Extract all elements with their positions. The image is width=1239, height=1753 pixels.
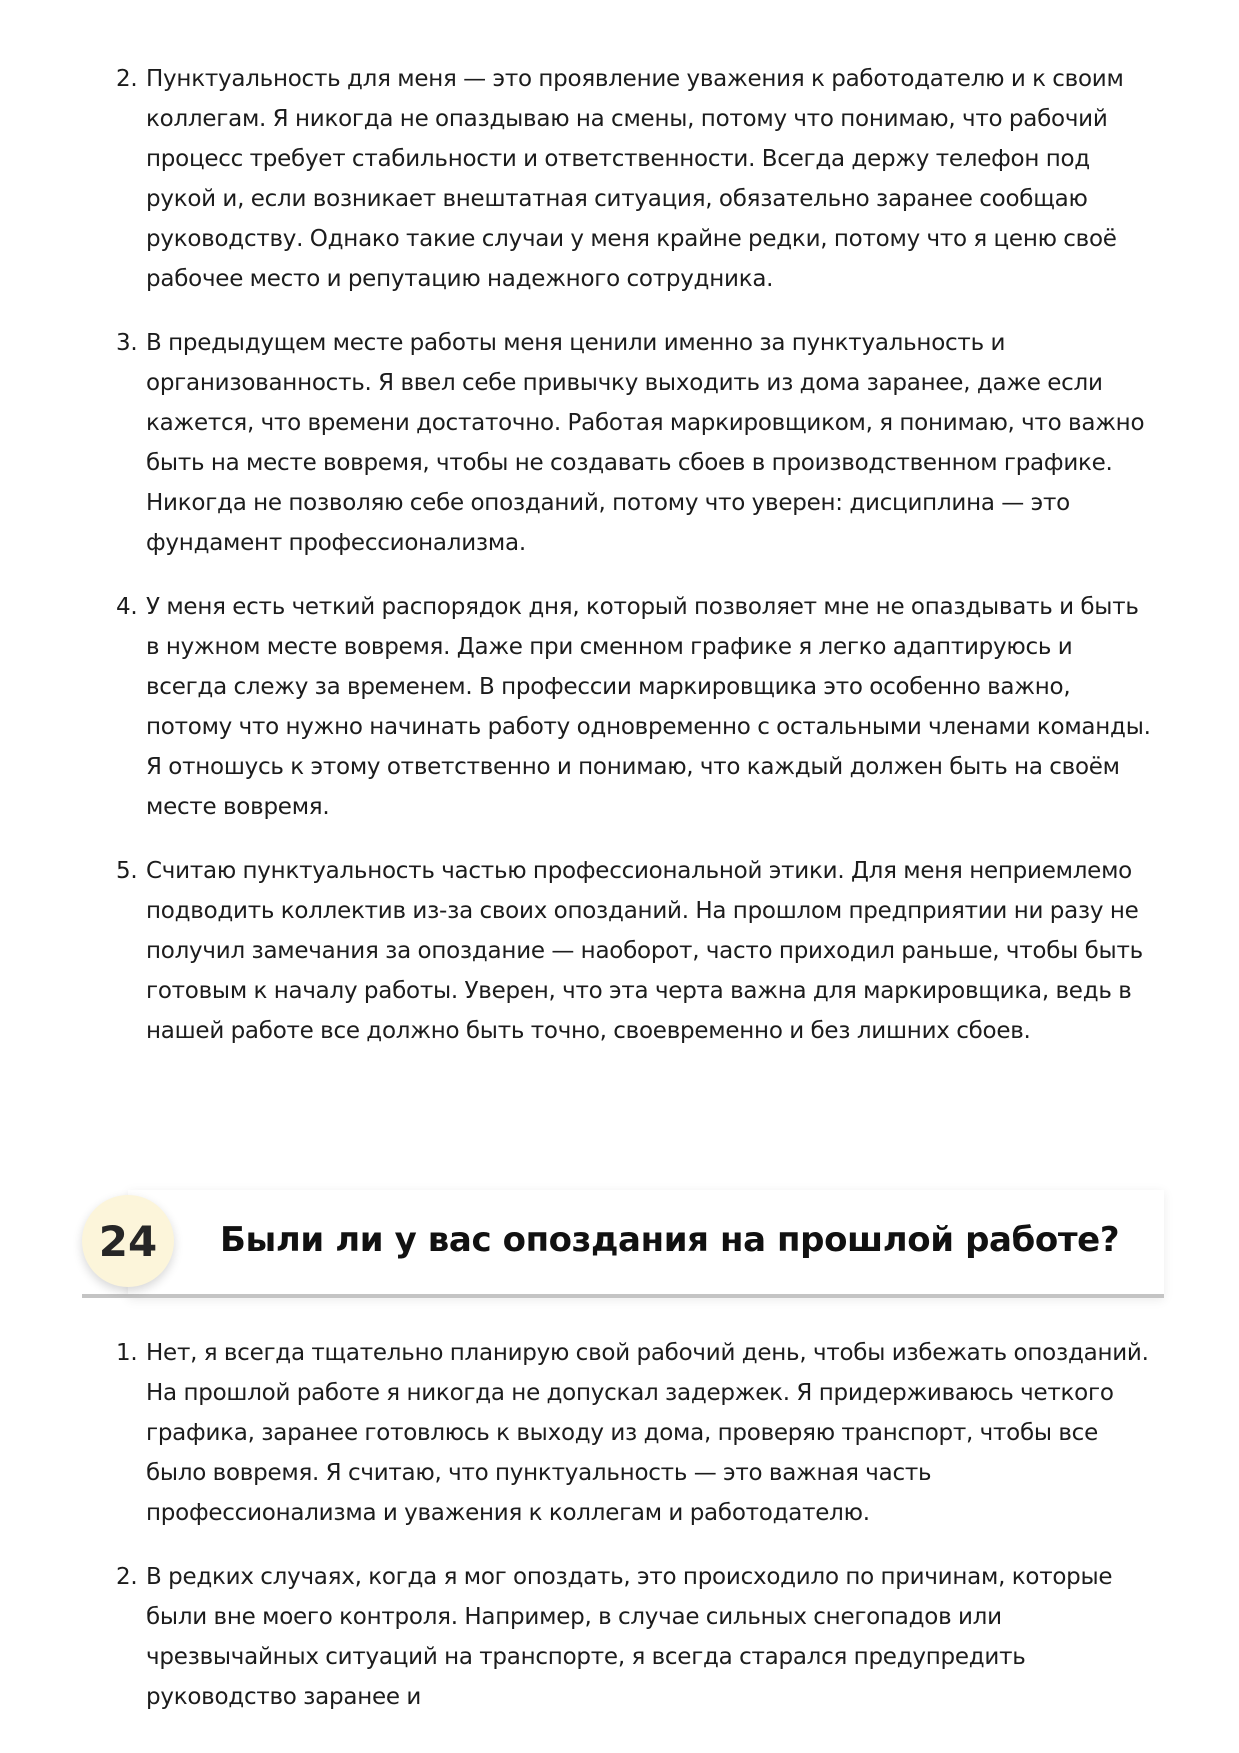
list-item xyxy=(116,1557,1156,1717)
question-header xyxy=(82,1190,1164,1298)
item-number: 1. xyxy=(116,1340,138,1366)
item-text: У меня есть четкий распорядок дня, который позволяет мне не опаздывать и быть в нужном месте вовремя. Даже при сменном графике я легко адаптируюсь и всегда слежу за временем. В профессии маркировщика это особенно важно, потому что нужно начинать работу одновременно с остальными членами команды. Я отношусь к этому ответственно и понимаю, что каждый должен быть на своём месте вовремя. xyxy=(146,594,1151,820)
item-text: Нет, я всегда тщательно планирую свой рабочий день, чтобы избежать опозданий. На прошлой работе я никогда не допускал задержек. Я придерживаюсь четкого графика, заранее готовлюсь к выходу из дома, проверяю транспорт, чтобы все было вовремя. Я считаю, что пунктуальность — это важная часть профессионализма и уважения к коллегам и работодателю. xyxy=(146,1340,1149,1526)
list-item xyxy=(116,587,1156,827)
list-item xyxy=(116,59,1156,299)
answer-list-question-24 xyxy=(116,1333,1156,1717)
item-number: 4. xyxy=(116,594,138,620)
question-divider xyxy=(82,1294,1164,1298)
item-text: Считаю пунктуальность частью профессиональной этики. Для меня неприемлемо подводить коллектив из-за своих опозданий. На прошлом предприятии ни разу не получил замечания за опоздание — наоборот, часто приходил раньше, чтобы быть готовым к началу работы. Уверен, что эта черта важна для маркировщика, ведь в нашей работе все должно быть точно, своевременно и без лишних сбоев. xyxy=(146,858,1143,1044)
list-item xyxy=(116,1333,1156,1533)
item-text: Пунктуальность для меня — это проявление уважения к работодателю и к своим коллегам. Я никогда не опаздываю на смены, потому что понимаю, что рабочий процесс требует стабильности и ответственности. Всегда держу телефон под рукой и, если возникает внештатная ситуация, обязательно заранее сообщаю руководству. Однако такие случаи у меня крайне редки, потому что я ценю своё рабочее место и репутацию надежного сотрудника. xyxy=(146,66,1124,292)
item-text: В редких случаях, когда я мог опоздать, это происходило по причинам, которые были вне моего контроля. Например, в случае сильных снегопадов или чрезвычайных ситуаций на транспорте, я всегда старался предупредить руководство заранее и xyxy=(146,1564,1113,1710)
answer-list-previous-question xyxy=(116,59,1156,1051)
question-number-badge: 24 xyxy=(82,1195,174,1287)
item-number: 3. xyxy=(116,330,138,356)
question-title: Были ли у вас опоздания на прошлой работе? xyxy=(220,1220,1120,1260)
item-number: 2. xyxy=(116,1564,138,1590)
item-text: В предыдущем месте работы меня ценили именно за пунктуальность и организованность. Я ввел себе привычку выходить из дома заранее, даже если кажется, что времени достаточно. Работая маркировщиком, я понимаю, что важно быть на месте вовремя, чтобы не создавать сбоев в производственном графике. Никогда не позволяю себе опозданий, потому что уверен: дисциплина — это фундамент профессионализма. xyxy=(146,330,1145,556)
list-item xyxy=(116,851,1156,1051)
list-item xyxy=(116,323,1156,563)
item-number: 2. xyxy=(116,66,138,92)
item-number: 5. xyxy=(116,858,138,884)
